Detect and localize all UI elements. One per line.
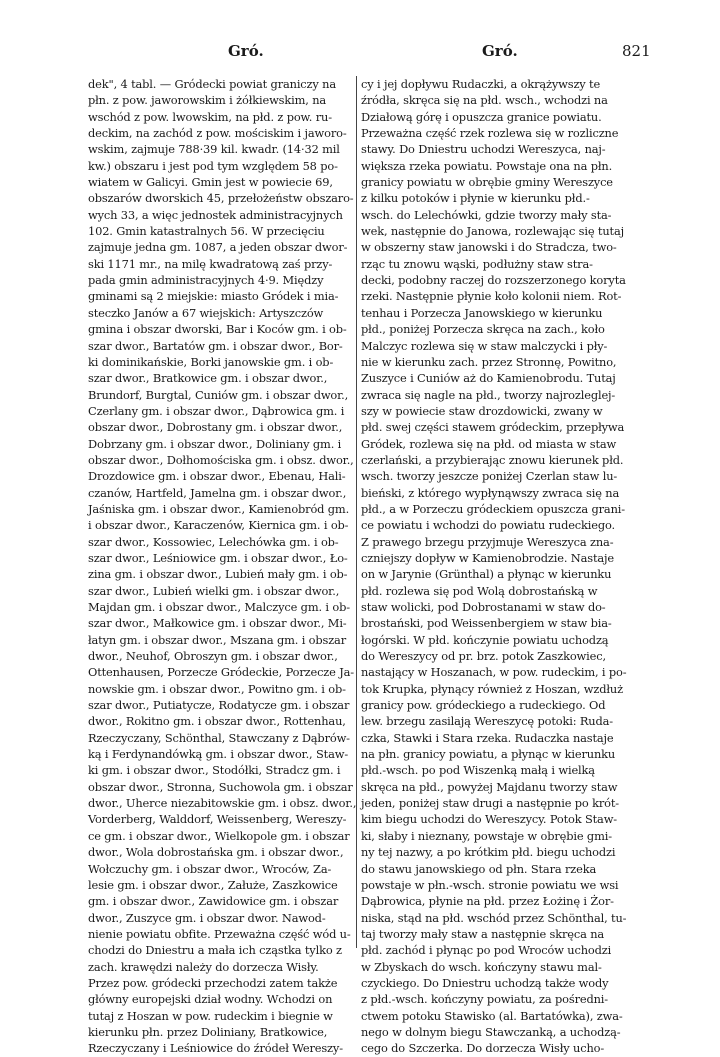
text-line: Przeważna część rzek rozlewa się w rozliczne <box>361 126 619 141</box>
text-line: szy w powiecie staw drozdowicki, zwany w <box>361 403 603 418</box>
text-line: ki dominikańskie, Borki janowskie gm. i ob- <box>88 354 334 369</box>
text-column-right <box>361 76 643 1057</box>
text-line: tutaj z Hoszan w pow. rudeckim i biegnie w <box>88 1008 333 1023</box>
text-line: większa rzeka powiatu. Powstaje ona na płn. <box>361 158 613 173</box>
text-line: obszar dwor., Dobrostany gm. i obszar dwor., <box>88 420 343 435</box>
page-number: 821 <box>622 42 651 60</box>
text-line: Zuszyce i Cuniów aż do Kamienobrodu. Tutaj <box>361 371 616 386</box>
text-line: wsch. do Lelechówki, gdzie tworzy mały sta- <box>361 207 612 222</box>
text-line: skręca na płd., powyżej Majdanu tworzy staw <box>361 779 618 794</box>
text-line: czyckiego. Do Dniestru uchodzą także wody <box>361 975 609 990</box>
text-line: łogórski. W płd. kończynie powiatu uchodzą <box>361 632 609 647</box>
text-line: zina gm. i obszar dwor., Lubień mały gm. i ob- <box>88 567 348 582</box>
text-line: Dobrzany gm. i obszar dwor., Doliniany gm. i <box>88 436 342 451</box>
text-line: ce gm. i obszar dwor., Wielkopole gm. i obszar <box>88 828 350 843</box>
text-line: bieński, z którego wypłynąwszy zwraca się na <box>361 485 620 500</box>
text-line: ce powiatu i wchodzi do powiatu rudeckiego. <box>361 518 615 533</box>
text-line: płn. z pow. jaworowskim i żółkiewskim, na <box>88 93 327 108</box>
text-line: decki, podobny raczej do rozszerzonego koryta <box>361 273 626 288</box>
text-line: deckim, na zachód z pow. mościskim i jaworo- <box>88 126 347 141</box>
text-line: czniejszy dopływ w Kamienobrodzie. Nastaje <box>361 550 614 565</box>
text-line: dwor., Neuhof, Obroszyn gm. i obszar dwor., <box>88 649 338 664</box>
text-line: ctwem potoku Stawisko (al. Bartatówka), zwa- <box>361 1008 623 1023</box>
text-line: wiatem w Galicyi. Gmin jest w powiecie 69, <box>88 175 333 190</box>
text-line: płd. zachód i płynąc po pod Wroców uchodzi <box>361 943 612 958</box>
text-line: steczko Janów a 67 wiejskich: Artyszczów <box>88 305 324 320</box>
text-line: Gródek, rozlewa się na płd. od miasta w staw <box>361 436 617 451</box>
text-line: i obszar dwor., Karaczenów, Kiernica gm. i ob- <box>88 518 349 533</box>
text-line: dwor., Rokitno gm. i obszar dwor., Rottenhau, <box>88 714 346 729</box>
text-line: dwor., Wola dobrostańska gm. i obszar dwor., <box>88 845 344 860</box>
text-line: źródła, skręca się na płd. wsch., wchodzi na <box>361 93 608 108</box>
text-line: na płn. granicy powiatu, a płynąc w kierunku <box>361 747 616 762</box>
text-line: Rzeczyczany i Leśniowice do źródeł Wereszy- <box>88 1041 343 1056</box>
text-line: lew. brzegu zasilają Wereszycę potoki: Ruda- <box>361 714 613 729</box>
text-line: lesie gm. i obszar dwor., Załuże, Zaszkowice <box>88 877 338 892</box>
text-line: nego w dolnym biegu Stawczanką, a uchodzą- <box>361 1024 621 1039</box>
text-line: gminami są 2 miejskie: miasto Gródek i mia- <box>88 289 339 304</box>
text-line: zach. krawędzi należy do dorzecza Wisły. <box>88 959 319 974</box>
text-line: szar dwor., Bartatów gm. i obszar dwor., Bor- <box>88 338 343 353</box>
text-line: nienie powiatu obfite. Przeważna część wód u- <box>88 926 351 941</box>
text-line: nastający w Hoszanach, w pow. rudeckim, i po- <box>361 665 627 680</box>
text-line: obszarów dworskich 45, przełożeństw obszaro- <box>88 191 354 206</box>
text-line: Ottenhausen, Porzecze Gródeckie, Porzecze Ja- <box>88 665 354 680</box>
text-line: cy i jej dopływu Rudaczki, a okrążywszy te <box>361 77 601 91</box>
text-line: ką i Ferdynandówką gm. i obszar dwor., Staw- <box>88 747 349 762</box>
text-line: chodzi do Dniestru a mała ich cząstka tylko z <box>88 943 342 958</box>
text-line: powstaje w płn.-wsch. stronie powiatu we wsi <box>361 877 619 892</box>
text-line: pada gmin administracyjnych 4·9. Między <box>88 273 324 288</box>
text-line: z płd.-wsch. kończyny powiatu, za pośredni- <box>361 992 608 1007</box>
text-line: wskim, zajmuje 788·39 kil. kwadr. (14·32 mil <box>88 142 340 157</box>
text-line: ki gm. i obszar dwor., Stodółki, Stradcz gm. i <box>88 763 341 778</box>
text-line: nie w kierunku zach. przez Stronnę, Powitno, <box>361 354 617 369</box>
text-line: kierunku płn. przez Doliniany, Bratkowice, <box>88 1024 328 1039</box>
text-line: brostański, pod Weissenbergiem w staw bia- <box>361 616 612 631</box>
text-line: tenhau i Porzecza Janowskiego w kierunku <box>361 305 603 320</box>
text-line: wek, następnie do Janowa, rozlewając się tutaj <box>361 224 624 239</box>
text-line: 102. Gmin katastralnych 56. W przecięciu <box>88 224 325 239</box>
text-line: Jaśniska gm. i obszar dwor., Kamienobród gm. <box>88 501 350 516</box>
text-line: gm. i obszar dwor., Zawidowice gm. i obszar <box>88 894 339 909</box>
running-header-left: Gró. <box>228 42 264 60</box>
text-line: Vorderberg, Walddorf, Weissenberg, Wereszy- <box>88 812 347 827</box>
text-line: wschód z pow. lwowskim, na płd. z pow. ru- <box>88 109 332 124</box>
text-line: Majdan gm. i obszar dwor., Malczyce gm. i ob- <box>88 600 350 614</box>
text-line: nowskie gm. i obszar dwor., Powitno gm. i ob- <box>88 681 346 696</box>
text-line: rząc tu znowu wąski, podłużny staw stra- <box>361 256 593 271</box>
text-line: płd. swej części stawem gródeckim, przepływa <box>361 420 625 435</box>
text-line: wych 33, a więc jednostek administracyjnych <box>88 207 343 222</box>
text-line: w Zbyskach do wsch. kończyny stawu mal- <box>361 959 602 974</box>
text-line: do Wereszycy od pr. brz. potok Zaszkowiec, <box>361 649 606 664</box>
text-line: rzeki. Następnie płynie koło kolonii niem. Rot- <box>361 289 622 304</box>
text-line: szar dwor., Bratkowice gm. i obszar dwor., <box>88 371 328 386</box>
text-line: płd. rozlewa się pod Wolą dobrostańską w <box>361 583 598 598</box>
text-line: główny europejski dział wodny. Wchodzi on <box>88 992 333 1007</box>
text-line: Działową górę i opuszcza granice powiatu. <box>361 109 602 124</box>
text-line: Rzeczyczany, Schönthal, Stawczany z Dąbrów- <box>88 730 350 745</box>
text-line: kw.) obszaru i jest pod tym względem 58 po- <box>88 158 338 173</box>
text-line: kim biegu uchodzi do Wereszycy. Potok Staw- <box>361 812 617 827</box>
text-line: Wołczuchy gm. i obszar dwor., Wroców, Za- <box>88 861 332 876</box>
text-line: ski 1171 mr., na milę kwadratową zaś przy- <box>88 256 333 271</box>
text-line: płd., a w Porzeczu gródeckiem opuszcza grani- <box>361 501 625 516</box>
text-line: płd., poniżej Porzecza skręca na zach., koło <box>361 322 605 337</box>
text-line: obszar dwor., Stronna, Suchowola gm. i obszar <box>88 779 353 794</box>
text-line: z kilku potoków i płynie w kierunku płd.- <box>361 191 590 206</box>
column-divider <box>356 76 357 948</box>
text-line: jeden, poniżej staw drugi a następnie po krót- <box>361 796 619 811</box>
text-line: Drozdowice gm. i obszar dwor., Ebenau, Hali- <box>88 469 346 484</box>
text-line: szar dwor., Putiatycze, Rodatycze gm. i obszar <box>88 698 350 713</box>
text-line: zajmuje jedna gm. 1087, a jeden obszar dwor- <box>88 240 348 255</box>
text-line: stawy. Do Dniestru uchodzi Wereszyca, naj- <box>361 142 606 157</box>
text-line: Malczyc rozlewa się w staw malczycki i pły- <box>361 338 608 353</box>
text-line: taj tworzy mały staw a następnie skręca na <box>361 926 605 941</box>
text-line: czka, Stawki i Stara rzeka. Rudaczka nastaje <box>361 730 614 745</box>
text-line: szar dwor., Leśniowice gm. i obszar dwor., Ło- <box>88 550 348 565</box>
text-line: w obszerny staw janowski i do Stradcza, two- <box>361 240 617 255</box>
text-line: do stawu janowskiego od płn. Stara rzeka <box>361 861 597 876</box>
text-line: wsch. tworzy jeszcze poniżej Czerlan staw lu- <box>361 469 618 484</box>
text-line: szar dwor., Małkowice gm. i obszar dwor., Mi- <box>88 616 347 631</box>
text-line: on w Jarynie (Grünthal) a płynąc w kierunku <box>361 567 612 582</box>
text-line: staw wolicki, pod Dobrostanami w staw do- <box>361 600 606 614</box>
text-line: Z prawego brzegu przyjmuje Wereszyca zna- <box>361 534 614 549</box>
text-line: łatyn gm. i obszar dwor., Mszana gm. i obszar <box>88 632 346 647</box>
text-line: szar dwor., Lubień wielki gm. i obszar dwor., <box>88 583 340 598</box>
text-line: dek", 4 tabl. — Gródecki powiat graniczy na <box>88 77 336 91</box>
text-line: zwraca się nagle na płd., tworzy najrozleglej- <box>361 387 616 402</box>
text-line: Czerlany gm. i obszar dwor., Dąbrowica gm. i <box>88 403 345 418</box>
text-line: ny tej nazwy, a po krótkim płd. biegu uchodzi <box>361 845 616 860</box>
text-column-left <box>88 76 357 1057</box>
text-line: granicy pow. gródeckiego a rudeckiego. Od <box>361 698 606 713</box>
text-line: ki, słaby i nieznany, powstaje w obrębie gmi- <box>361 828 612 843</box>
running-header-right: Gró. <box>482 42 518 60</box>
text-line: Dąbrowica, płynie na płd. przez Łożinę i Żor- <box>361 894 614 909</box>
text-line: dwor., Zuszyce gm. i obszar dwor. Nawod- <box>88 910 326 925</box>
text-line: szar dwor., Kossowiec, Lelechówka gm. i ob- <box>88 534 339 549</box>
text-line: czerlański, a przybierając znowu kierunek płd. <box>361 452 624 467</box>
text-line: płd.-wsch. po pod Wiszenką małą i wielką <box>361 763 595 778</box>
text-line: dwor., Uherce niezabitowskie gm. i obsz. dwor., <box>88 796 357 811</box>
text-line: cego do Szczerka. Do dorzecza Wisły ucho- <box>361 1041 605 1056</box>
text-line: gmina i obszar dworski, Bar i Koców gm. i ob- <box>88 322 347 337</box>
text-line: tok Krupka, płynący również z Hoszan, wzdłuż <box>361 681 623 696</box>
text-line: granicy powiatu w obrębie gminy Wereszyce <box>361 175 613 190</box>
text-line: czanów, Hartfeld, Jamelna gm. i obszar dwor., <box>88 485 347 500</box>
text-line: Brundorf, Burgtal, Cuniów gm. i obszar dwor., <box>88 387 349 402</box>
text-line: Przez pow. gródecki przechodzi zatem także <box>88 975 338 990</box>
text-line: obszar dwor., Dołhomościska gm. i obsz. dwor., <box>88 452 354 467</box>
text-line: niska, stąd na płd. wschód przez Schönthal, tu- <box>361 910 627 925</box>
